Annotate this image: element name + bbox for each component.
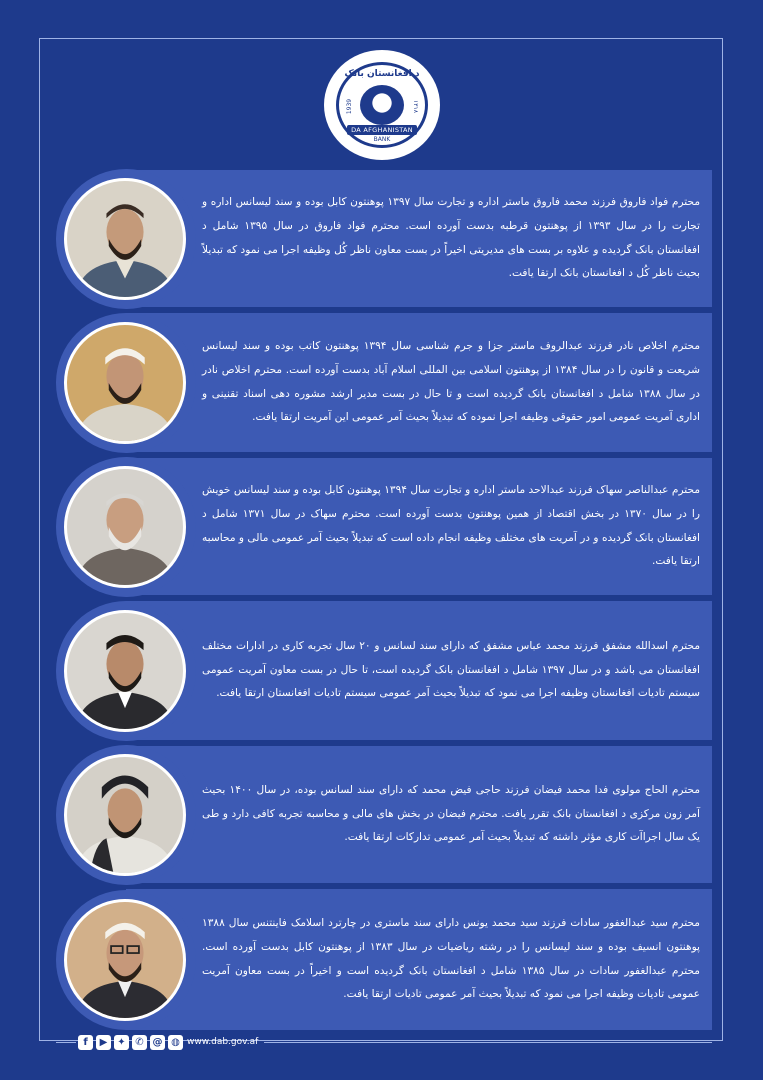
person-icon — [67, 613, 183, 729]
logo-bank-text: BANK — [373, 136, 391, 143]
logo-year-left: 1939 — [346, 98, 354, 115]
logo-ribbon-text: DA AFGHANISTAN — [347, 125, 417, 135]
phone-icon[interactable]: ✆ — [132, 1035, 147, 1050]
portrait-photo — [64, 178, 186, 300]
person-icon — [67, 902, 183, 1018]
profile-card — [56, 170, 712, 307]
portrait-photo — [64, 899, 186, 1021]
portrait-photo — [64, 754, 186, 876]
logo-year-right: ۱۳۱۸ — [412, 100, 420, 113]
profile-card — [56, 313, 712, 452]
person-icon — [67, 469, 183, 585]
facebook-icon[interactable]: f — [78, 1035, 93, 1050]
bio-text: محترم اسدالله مشفق فرزند محمد عباس مشفق که دارای سند لسانس و ۲۰ سال تجربه کاری در ادارات مختلف افغانستان می باشد و در سال ۱۳۹۷ شامل د افغانستان بانک گردیده است، تا حال در بست معاون آمریت عمومی سیستم تادیات افغانستان وظیفه اجرا می نمود که تبدیلاً بحیث آمر عمومی سیستم تادیات افغانستان ارتقا یافت. — [202, 639, 700, 700]
profile-card — [56, 458, 712, 595]
youtube-icon[interactable]: ▶ — [96, 1035, 111, 1050]
person-icon — [67, 757, 183, 873]
bio-text: محترم اخلاص نادر فرزند عبدالروف ماستر جزا و جرم شناسی سال ۱۳۹۴ پوهنتون کاتب بوده و سند لیسانس شریعت و قانون را در سال ۱۳۸۴ از پوهنتون اسلامی بین المللی اسلام آباد بدست آورده است. محترم اخلاص نادر در سال ۱۳۸۸ شامل د افغانستان بانک گردیده است و تا حال در بست مدیر ارشد مشوره دهی اسناد تقنینی و اداری آمریت عمومی امور حقوقی وظیفه اجرا نموده که تبدیلاً بحیث آمر عمومی این آمریت ارتقا یافت. — [202, 339, 700, 424]
portrait-photo — [64, 466, 186, 588]
logo-arc-text: د افغانستان بانک — [344, 69, 420, 79]
globe-icon[interactable]: ◍ — [168, 1035, 183, 1050]
email-icon[interactable]: @ — [150, 1035, 165, 1050]
logo-seal — [336, 62, 428, 148]
profile-card — [56, 889, 712, 1030]
profile-card — [56, 746, 712, 883]
bank-logo — [324, 50, 440, 160]
bio-text: محترم الحاج مولوی فدا محمد فیضان فرزند حاجی فیض محمد که دارای سند لسانس بوده، در سال ۱۴۰۰ بحیث آمر زون مرکزی د افغانستان بانک تقرر یافت. محترم فیضان در بخش های مالی و محاسبه تجربه کافی دارد و طی یک سال اجراآت کاری مؤثر داشته که تبدیلاً بحیث آمر عمومی تدارکات ارتقا یافت. — [202, 783, 700, 844]
logo-emblem-icon — [360, 85, 404, 125]
footer — [56, 1032, 712, 1052]
website-link[interactable]: www.dab.gov.af — [187, 1037, 259, 1047]
profile-card — [56, 601, 712, 740]
bio-text: محترم سید عبدالغفور سادات فرزند سید محمد یونس دارای سند ماستری در چارترد اسلامک فاینتنس سال ۱۳۸۸ پوهنتون انسیف بوده و سند لیسانس را در رشته ریاضیات در سال ۱۳۸۳ از پوهنتون کابل بدست آورده است. محترم عبدالغفور سادات در سال ۱۳۸۵ شامل د افغانستان بانک گردیده است و اخیراً در بست معاون آمریت عمومی تادیات وظیفه اجرا می نمود که تبدیلاً بحیث آمر عمومی تادیات ارتقا یافت. — [202, 916, 700, 1001]
person-icon — [67, 325, 183, 441]
portrait-photo — [64, 610, 186, 732]
person-icon — [67, 181, 183, 297]
bio-text: محترم فواد فاروق فرزند محمد فاروق ماستر اداره و تجارت سال ۱۳۹۷ پوهنتون کابل بوده و سند لیسانس اداره و تجارت را در سال ۱۳۹۳ از پوهنتون قرطبه بدست آورده است. محترم فواد فاروق در سال ۱۳۹۵ شامل د افغانستان بانک گردیده و علاوه بر بست های مدیریتی اخیراً در بست معاون ناظر کُل وظیفه اجرا می نمود که تبدیلاً بحیث ناظر کُل د افغانستان بانک ارتقا یافت. — [202, 195, 701, 280]
bio-text: محترم عبدالناصر سهاک فرزند عبدالاحد ماستر اداره و تجارت سال ۱۳۹۴ پوهنتون کابل بوده و سند لیسانس خویش را در سال ۱۳۷۰ در بخش اقتصاد از همین پوهنتون بدست آورده است. محترم سهاک در سال ۱۳۷۱ شامل د افغانستان بانک گردیده و در آمریت های مختلف وظیفه انجام داده است که تبدیلاً بحیث آمر عمومی مالی و محاسبه ارتقا یافت. — [202, 483, 700, 568]
portrait-photo — [64, 322, 186, 444]
social-icons — [78, 1035, 183, 1050]
twitter-icon[interactable]: ✦ — [114, 1035, 129, 1050]
